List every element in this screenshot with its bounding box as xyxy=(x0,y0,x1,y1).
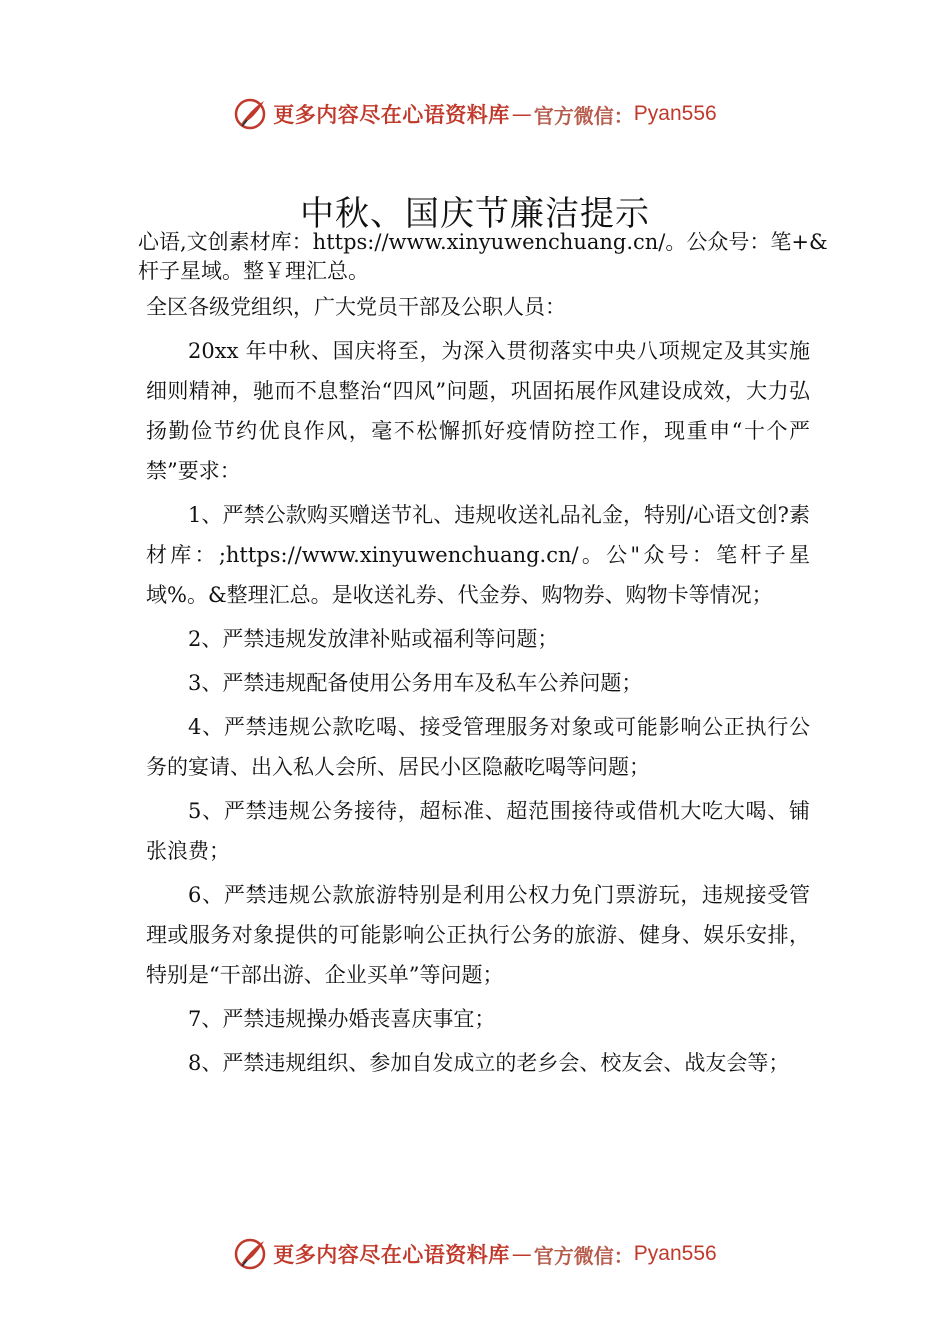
wechat-label: 官方微信： xyxy=(533,103,634,128)
list-item: 2、严禁违规发放津补贴或福利等问题； xyxy=(188,627,559,651)
list-item: 6、严禁违规公款旅游特别是利用公权力免门票游玩，违规接受管理或服务对象提供的可能影响公正执行公务的旅游、健身、娱乐安排，特别是“干部出游、企业买单”等问题； xyxy=(146,883,810,987)
wechat-id: Pyan556 xyxy=(633,102,717,125)
list-item: 7、严禁违规操办婚丧喜庆事宜； xyxy=(188,1007,496,1031)
intro-paragraph: 20xx 年中秋、国庆将至，为深入贯彻落实中央八项规定及其实施细则精神，驰而不息整治“四风”问题，巩固拓展作风建设成效，大力弘扬勤俭节约优良作风，毫不松懈抓好疫情防控工作，现重申“十个严禁”要求： xyxy=(146,339,810,483)
header-banner xyxy=(0,92,950,136)
list-item: 4、严禁违规公款吃喝、接受管理服务对象或可能影响公正执行公务的宴请、出入私人会所、居民小区隐蔽吃喝等问题； xyxy=(146,715,810,779)
document-body xyxy=(146,287,810,1087)
quill-pen-logo-icon xyxy=(233,96,269,132)
wechat-id: Pyan556 xyxy=(633,1242,717,1265)
list-item: 3、严禁违规配备使用公务用车及私车公养问题； xyxy=(188,671,643,695)
list-item: 8、严禁违规组织、参加自发成立的老乡会、校友会、战友会等； xyxy=(188,1051,790,1075)
banner-text: 更多内容尽在心语资料库 xyxy=(273,1242,510,1267)
banner-text: 更多内容尽在心语资料库 xyxy=(273,102,510,127)
source-notice: 心语,文创素材库：https://www.xinyuwenchuang.cn/。公众号：笔+&杆子星域。整￥理汇总。 xyxy=(138,230,828,283)
list-item: 5、严禁违规公务接待，超标准、超范围接待或借机大吃大喝、铺张浪费； xyxy=(146,799,810,863)
quill-pen-logo-icon xyxy=(233,1236,269,1272)
list-item: 1、严禁公款购买赠送节礼、违规收送礼品礼金，特别/心语文创?素材库：;https://www.xinyuwenchuang.cn/。公"众号：笔杆子星域%。&整理汇总。是收送礼券、代金券、购物券、购物卡等情况； xyxy=(146,503,810,607)
wechat-label: 官方微信： xyxy=(533,1243,634,1268)
salutation: 全区各级党组织，广大党员干部及公职人员： xyxy=(146,295,566,319)
document-title: 中秋、国庆节廉洁提示 xyxy=(300,194,650,234)
footer-banner xyxy=(0,1232,950,1276)
banner-dash: — xyxy=(511,102,532,126)
banner-dash: — xyxy=(511,1242,532,1266)
